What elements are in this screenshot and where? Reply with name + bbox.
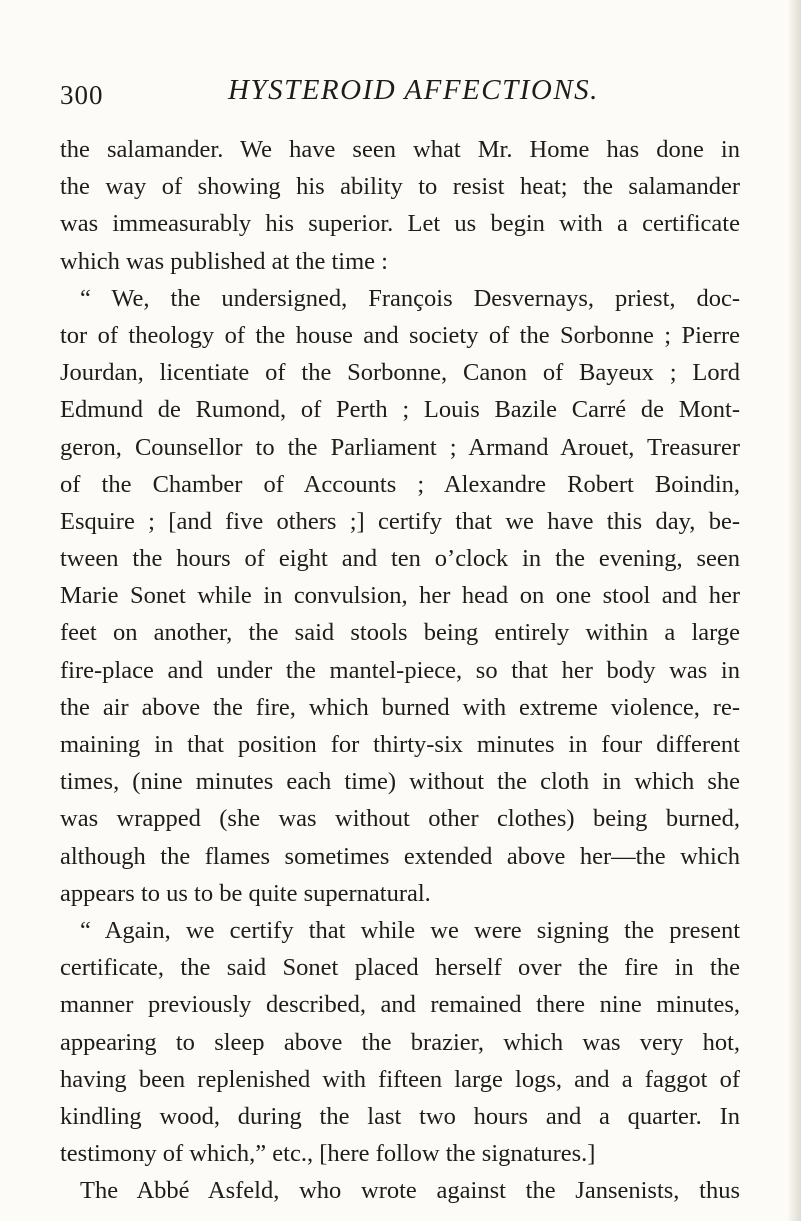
text-line: was immeasurably his superior. Let us begin with a certificate: [60, 210, 740, 238]
text-line: appears to us to be quite supernatural.: [60, 879, 431, 907]
text-line: kindling wood, during the last two hours and a quarter. In: [60, 1102, 740, 1130]
text-line: testimony of which,” etc., [here follow the signatures.]: [60, 1140, 596, 1168]
text-line: of the Chamber of Accounts ; Alexandre Robert Boindin,: [60, 470, 740, 498]
text-line: The Abbé Asfeld, who wrote against the Jansenists, thus: [80, 1177, 740, 1205]
text-line: maining in that position for thirty-six minutes in four different: [60, 731, 740, 758]
text-line: was wrapped (she was without other clothes) being burned,: [60, 805, 740, 833]
text-line: tween the hours of eight and ten o’clock in the evening, seen: [60, 545, 740, 573]
running-head: HYSTEROID AFFECTIONS.: [228, 74, 599, 106]
text-line: Marie Sonet while in convulsion, her head on one stool and her: [60, 582, 740, 610]
body-text: [60, 131, 740, 1209]
text-line: “ We, the undersigned, François Desvernays, priest, doc-: [80, 284, 740, 312]
text-line: times, (nine minutes each time) without the cloth in which she: [60, 768, 740, 796]
text-line: “ Again, we certify that while we were signing the present: [80, 916, 740, 944]
page-edge-shadow: [787, 0, 801, 1221]
text-line: certificate, the said Sonet placed herself over the fire in the: [60, 954, 740, 982]
text-line: having been replenished with fifteen large logs, and a faggot of: [60, 1065, 740, 1093]
text-line: tor of theology of the house and society of the Sorbonne ; Pierre: [60, 321, 740, 349]
text-line: feet on another, the said stools being entirely within a large: [60, 619, 740, 647]
text-line: the salamander. We have seen what Mr. Home has done in: [60, 136, 740, 163]
text-line: manner previously described, and remained there nine minutes,: [60, 991, 740, 1019]
page-header: [60, 74, 740, 114]
text-line: the air above the fire, which burned with extreme violence, re-: [60, 693, 740, 721]
text-line: appearing to sleep above the brazier, which was very hot,: [60, 1028, 740, 1056]
text-line: geron, Counsellor to the Parliament ; Armand Arouet, Treasurer: [60, 433, 740, 461]
text-line: the way of showing his ability to resist heat; the salamander: [60, 173, 740, 201]
text-line: fire-place and under the mantel-piece, so that her body was in: [60, 656, 740, 684]
text-line: Jourdan, licentiate of the Sorbonne, Canon of Bayeux ; Lord: [60, 359, 740, 387]
text-line: Esquire ; [and five others ;] certify that we have this day, be-: [60, 507, 740, 535]
text-line: Edmund de Rumond, of Perth ; Louis Bazile Carré de Mont-: [60, 396, 740, 424]
text-line: although the flames sometimes extended above her—the which: [60, 842, 740, 870]
page-number: 300: [60, 80, 104, 110]
text-line: which was published at the time :: [60, 247, 388, 275]
